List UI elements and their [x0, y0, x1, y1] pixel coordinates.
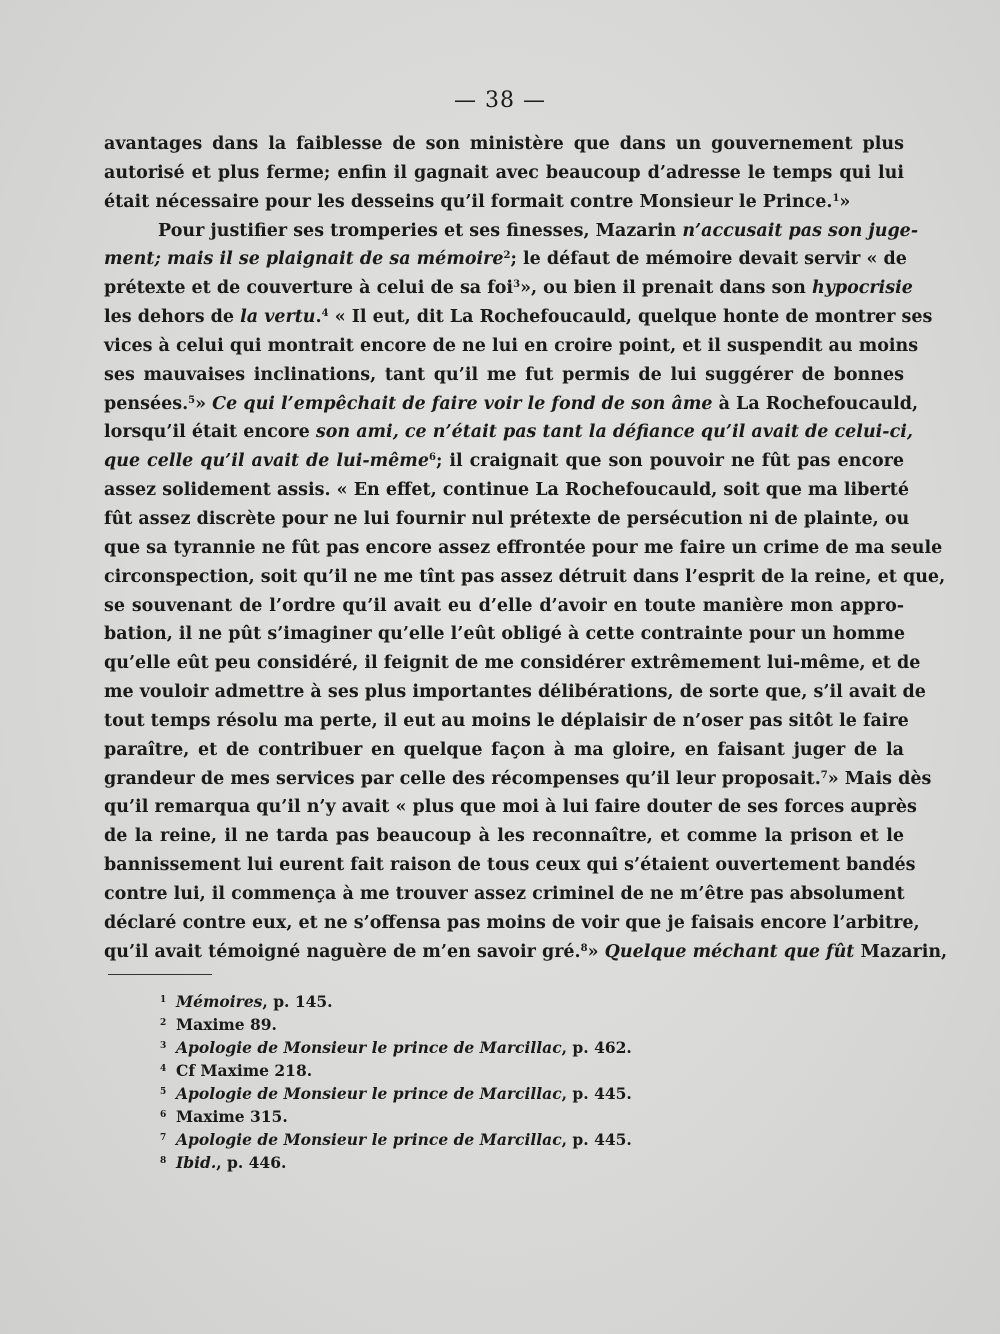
- text-line: fût assez discrète pour ne lui fournir nul prétexte de persécution ni de plainte, ou: [104, 508, 910, 529]
- footnote-item: 3 Apologie de Monsieur le prince de Marcillac, p. 462.: [160, 1038, 632, 1057]
- text-line: pensées.$^5$» Ce qui l’empêchait de faire voir le fond de son âme à La Rochefoucauld,: [104, 393, 919, 414]
- footnote-text: Cf Maxime 218.: [176, 1061, 313, 1080]
- footnote-item: 4 Cf Maxime 218.: [160, 1061, 313, 1080]
- footnote-text: Apologie de Monsieur le prince de Marcillac, p. 462.: [176, 1038, 632, 1057]
- text-line: de la reine, il ne tarda pas beaucoup à les reconnaître, et comme la prison et le: [104, 826, 904, 847]
- footnote-text: Apologie de Monsieur le prince de Marcillac, p. 445.: [176, 1130, 632, 1149]
- text-line: me vouloir admettre à ses plus importantes délibérations, de sorte que, s’il avait de: [104, 682, 926, 703]
- footnote-rule: [108, 974, 212, 975]
- text-line: déclaré contre eux, et ne s’offensa pas moins de voir que je faisais encore l’arbitre,: [104, 912, 920, 933]
- text-line: qu’il remarqua qu’il n’y avait « plus que moi à lui faire douter de ses forces auprès: [104, 797, 917, 818]
- text-line: assez solidement assis. « En effet, continue La Rochefoucauld, soit que ma liberté: [104, 480, 909, 501]
- text-line: qu’elle eût peu considéré, il feignit de me considérer extrêmement lui-même, et de: [104, 653, 921, 674]
- footnote-item: 2 Maxime 89.: [160, 1015, 277, 1034]
- text-line: ses mauvaises inclinations, tant qu’il me fut permis de lui suggérer de bonnes: [104, 364, 904, 385]
- footnote-item: 6 Maxime 315.: [160, 1107, 288, 1126]
- text-line: ment; mais il se plaignait de sa mémoire$^2$; le défaut de mémoire devait servir « de: [104, 249, 907, 270]
- text-line: grandeur de mes services par celle des récompenses qu’il leur proposait.$^7$» Mais dès: [104, 768, 932, 789]
- footnote-text: Apologie de Monsieur le prince de Marcillac, p. 445.: [176, 1084, 632, 1103]
- text-line: bation, il ne pût s’imaginer qu’elle l’eût obligé à cette contrainte pour un homme: [104, 624, 906, 645]
- footnote-text: Maxime 315.: [176, 1107, 288, 1126]
- footnote-item: 7 Apologie de Monsieur le prince de Marcillac, p. 445.: [160, 1130, 632, 1149]
- text-line: que celle qu’il avait de lui-même$^6$; il craignait que son pouvoir ne fût pas encore: [104, 451, 904, 472]
- body-text: [104, 130, 948, 966]
- footnote-text: Ibid., p. 446.: [176, 1153, 287, 1172]
- text-line: contre lui, il commença à me trouver assez criminel de ne m’être pas absolument: [104, 883, 905, 904]
- footnote-item: 5 Apologie de Monsieur le prince de Marcillac, p. 445.: [160, 1084, 632, 1103]
- text-line: avantages dans la faiblesse de son ministère que dans un gouvernement plus: [104, 134, 904, 154]
- footnote-text: Mémoires, p. 145.: [176, 992, 333, 1011]
- footnotes: [160, 990, 760, 1174]
- footnote-item: 1 Mémoires, p. 145.: [160, 992, 333, 1011]
- footnote-text: Maxime 89.: [176, 1015, 277, 1034]
- footnote-item: 8 Ibid., p. 446.: [160, 1153, 287, 1172]
- text-line: tout temps résolu ma perte, il eut au moins le déplaisir de n’oser pas sitôt le faire: [104, 710, 909, 731]
- text-line: bannissement lui eurent fait raison de tous ceux qui s’étaient ouvertement bandés: [104, 855, 916, 876]
- text-line: était nécessaire pour les desseins qu’il formait contre Monsieur le Prince.$^1$»: [104, 191, 851, 212]
- text-line: qu’il avait témoigné naguère de m’en savoir gré.$^8$» Quelque méchant que fût Mazarin,: [104, 941, 948, 962]
- text-line: les dehors de la vertu.$^4$ « Il eut, dit La Rochefoucauld, quelque honte de montrer ses: [104, 307, 933, 328]
- text-line: vices à celui qui montrait encore de ne lui en croire point, et il suspendit au moins: [104, 335, 919, 356]
- text-line: autorisé et plus ferme; enfin il gagnait avec beaucoup d’adresse le temps qui lui: [104, 162, 904, 183]
- text-line: se souvenant de l’ordre qu’il avait eu d’elle d’avoir en toute manière mon appro-: [104, 595, 904, 616]
- text-line: circonspection, soit qu’il ne me tînt pas assez détruit dans l’esprit de la reine, et que,: [104, 566, 946, 587]
- text-line: Pour justifier ses tromperies et ses finesses, Mazarin n’accusait pas son juge-: [158, 220, 919, 241]
- page-number: — 38 —: [454, 88, 546, 113]
- text-line: lorsqu’il était encore son ami, ce n’était pas tant la défiance qu’il avait de celui-ci,: [104, 422, 913, 443]
- text-line: paraître, et de contribuer en quelque façon à ma gloire, en faisant juger de la: [104, 739, 904, 760]
- text-line: que sa tyrannie ne fût pas encore assez effrontée pour me faire un crime de ma seule: [104, 537, 943, 558]
- text-line: prétexte et de couverture à celui de sa foi$^3$», ou bien il prenait dans son hypocrisie: [104, 278, 913, 299]
